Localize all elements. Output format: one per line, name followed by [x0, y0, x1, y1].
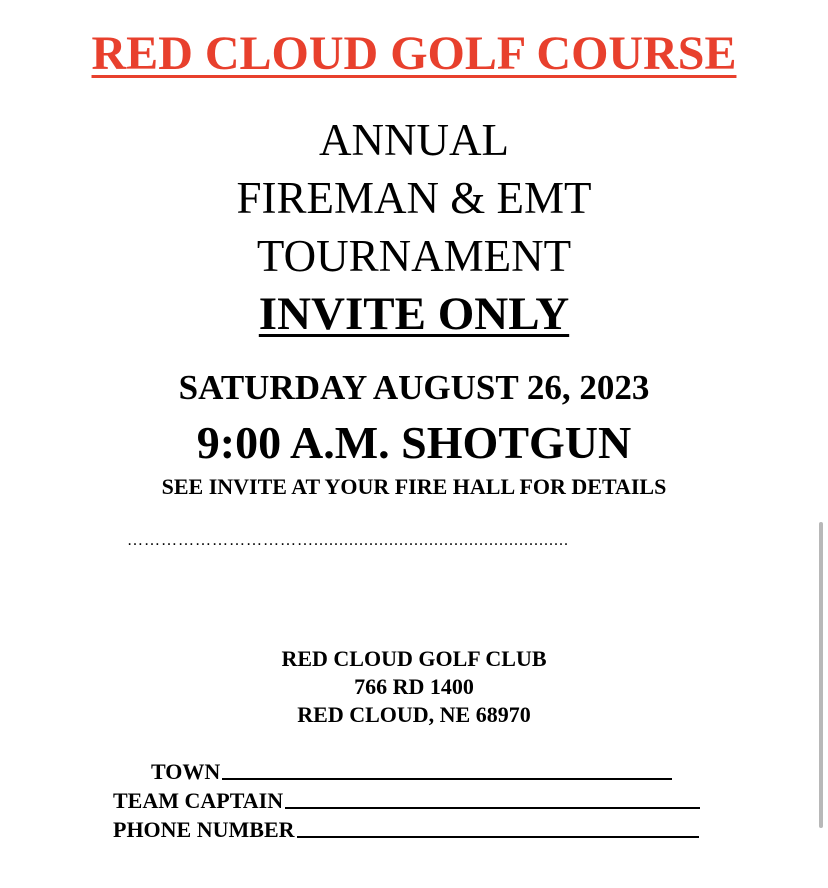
- event-line-annual: ANNUAL: [319, 115, 509, 165]
- form-row-team-captain: [113, 786, 700, 814]
- dotted-divider: ……………………………...................................................: [127, 532, 569, 549]
- event-line-fireman-emt: FIREMAN & EMT: [236, 173, 592, 223]
- town-blank-line: [222, 778, 672, 780]
- form-row-phone-number: [113, 815, 699, 843]
- phone-number-label: PHONE NUMBER: [113, 817, 295, 842]
- club-name: RED CLOUD GOLF CLUB: [281, 646, 547, 671]
- event-line-tournament: TOURNAMENT: [256, 231, 572, 281]
- phone-number-blank-line: [297, 836, 699, 838]
- event-note: SEE INVITE AT YOUR FIRE HALL FOR DETAILS: [161, 474, 667, 499]
- town-label: TOWN: [151, 759, 221, 784]
- invite-only-heading: INVITE ONLY: [258, 288, 570, 340]
- vertical-scrollbar[interactable]: [819, 522, 823, 828]
- club-city: RED CLOUD, NE 68970: [297, 702, 531, 727]
- team-captain-blank-line: [285, 807, 700, 809]
- form-row-town: [151, 757, 672, 785]
- event-date: SATURDAY AUGUST 26, 2023: [178, 368, 650, 407]
- team-captain-label: TEAM CAPTAIN: [113, 788, 284, 813]
- club-street: 766 RD 1400: [354, 674, 474, 699]
- course-title: RED CLOUD GOLF COURSE: [91, 27, 737, 80]
- event-time: 9:00 A.M. SHOTGUN: [196, 417, 632, 468]
